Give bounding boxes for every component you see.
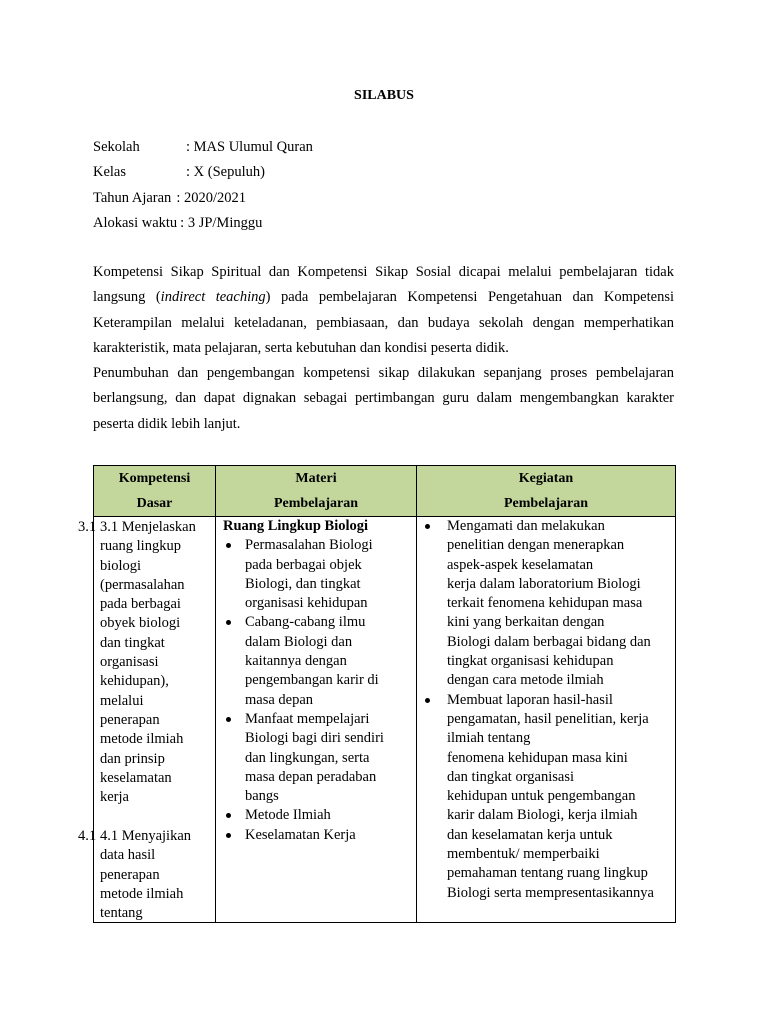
materi-line: masa depan peradaban	[245, 768, 377, 785]
kegiatan-line: karir dalam Biologi, kerja ilmiah	[447, 807, 638, 824]
kegiatan-line: kehidupan untuk pengembangan	[447, 788, 636, 805]
syllabus-table	[78, 465, 676, 923]
kegiatan-line: dan tingkat organisasi	[447, 768, 574, 785]
paragraph-kompetensi-sikap	[93, 260, 674, 361]
paragraph-line: berlangsung, dan dapat dignakan sebagai pertimbangan guru dalam mengembangkan karakter	[93, 390, 674, 407]
kd-text: keselamatan	[100, 769, 172, 786]
kd-text: penerapan	[100, 866, 160, 883]
meta-row-tahun-ajaran	[93, 188, 313, 213]
kegiatan-line: ilmiah tentang	[447, 730, 531, 747]
materi-item	[216, 710, 416, 806]
kd-line	[78, 885, 191, 904]
kompetensi-dasar-cell	[78, 517, 216, 923]
kd-text: 3.1 Menjelaskan	[100, 519, 196, 535]
materi-line: Permasalahan Biologi	[245, 537, 373, 554]
header-line: Materi	[295, 471, 337, 486]
kd-line	[78, 537, 196, 556]
materi-line: dalam Biologi dan	[245, 633, 353, 650]
meta-label: Alokasi waktu	[93, 214, 178, 231]
kd-line	[78, 557, 196, 576]
meta-value: : 3 JP/Minggu	[180, 214, 263, 231]
materi-item	[216, 536, 416, 613]
paragraph-penumbuhan	[93, 361, 674, 437]
header-materi-pembelajaran	[216, 466, 417, 517]
materi-line: pengembangan karir di	[245, 672, 379, 689]
paragraph-text: langsung (	[93, 289, 161, 306]
bullet-icon	[226, 833, 231, 838]
kegiatan-line: Mengamati dan melakukan	[447, 518, 605, 534]
table-row	[94, 517, 676, 923]
kegiatan-line: Biologi serta mempresentasikannya	[447, 884, 654, 901]
meta-label: Sekolah	[93, 139, 140, 155]
kd-number: 3.1	[78, 519, 97, 535]
kd-line	[78, 692, 196, 711]
materi-line: dan lingkungan, serta	[245, 749, 370, 766]
materi-list	[216, 536, 416, 845]
kd-line	[78, 827, 191, 846]
header-line: Pembelajaran	[504, 496, 588, 511]
meta-row-alokasi-waktu	[93, 213, 313, 238]
kegiatan-line: penelitian dengan menerapkan	[447, 537, 625, 554]
materi-line: Biologi, dan tingkat	[245, 575, 361, 592]
bullet-icon	[226, 813, 231, 818]
materi-cell	[216, 517, 417, 923]
kegiatan-line: terkait fenomena kehidupan masa	[447, 595, 643, 612]
kd-line	[78, 576, 196, 595]
kd-line	[78, 672, 196, 691]
document-title: SILABUS	[354, 88, 414, 103]
kegiatan-line: fenomena kehidupan masa kini	[447, 749, 628, 766]
kd-text: melalui	[100, 692, 144, 709]
kd-text: organisasi	[100, 654, 159, 671]
meta-label: Kelas	[93, 164, 127, 181]
materi-line: masa depan	[245, 691, 314, 708]
materi-item	[216, 826, 416, 845]
materi-line: organisasi kehidupan	[245, 595, 368, 612]
meta-row-kelas	[93, 162, 313, 187]
materi-item	[216, 613, 416, 709]
paragraph-line: Penumbuhan dan pengembangan kompetensi sikap dilakukan sepanjang proses pembelajaran	[93, 365, 674, 381]
kd-line	[78, 750, 196, 769]
kegiatan-line: pemahaman tentang ruang lingkup	[447, 865, 648, 882]
materi-line: Cabang-cabang ilmu	[245, 614, 366, 631]
kd-text: kehidupan),	[100, 673, 169, 690]
header-kompetensi-dasar	[94, 466, 216, 517]
paragraph-text: ) pada pembelajaran Kompetensi Pengetahuan dan Kompetensi	[265, 289, 674, 306]
kegiatan-list	[417, 517, 675, 903]
kegiatan-line: Membuat laporan hasil-hasil	[447, 691, 613, 708]
kd-line	[78, 653, 196, 672]
materi-line: pada berbagai objek	[245, 556, 362, 573]
kd-text: ruang lingkup	[100, 538, 181, 555]
kegiatan-line: Biologi dalam berbagai bidang dan	[447, 633, 651, 650]
kd-text: obyek biologi	[100, 615, 181, 632]
header-line: Dasar	[136, 496, 173, 511]
kd-text: data hasil	[100, 847, 156, 864]
materi-title: Ruang Lingkup Biologi	[223, 518, 369, 534]
kd-number: 4.1	[78, 828, 97, 844]
kegiatan-line: dengan cara metode ilmiah	[447, 672, 604, 689]
materi-line: Biologi bagi diri sendiri	[245, 730, 384, 747]
kegiatan-item	[417, 691, 675, 903]
kd-line	[78, 769, 196, 788]
meta-value: : 2020/2021	[176, 189, 246, 206]
materi-line: Metode Ilmiah	[245, 807, 331, 824]
kd-3-1	[78, 518, 196, 807]
kegiatan-line: kerja dalam laboratorium Biologi	[447, 575, 641, 592]
paragraph-line: peserta didik lebih lanjut.	[93, 415, 241, 432]
kegiatan-line: membentuk/ memperbaiki	[447, 846, 600, 863]
kd-line	[78, 846, 191, 865]
kd-line	[78, 595, 196, 614]
kd-line	[78, 711, 196, 730]
kd-text: kerja	[100, 789, 129, 806]
kd-line	[78, 518, 196, 537]
paragraph-line: karakteristik, mata pelajaran, serta kebutuhan dan kondisi peserta didik.	[93, 339, 509, 356]
bullet-icon	[226, 717, 231, 722]
materi-line: bangs	[245, 788, 279, 805]
materi-line: Keselamatan Kerja	[245, 826, 356, 843]
kegiatan-cell	[417, 517, 676, 923]
header-line: Kompetensi	[118, 471, 191, 486]
header-line: Pembelajaran	[274, 496, 358, 511]
school-info	[93, 137, 313, 238]
kd-text: metode ilmiah	[100, 885, 184, 902]
header-line: Kegiatan	[518, 471, 574, 486]
kd-text: dan tingkat	[100, 634, 165, 651]
italic-term: indirect teaching	[160, 289, 266, 306]
meta-row-sekolah	[93, 137, 313, 162]
meta-label: Tahun Ajaran	[93, 189, 172, 206]
kegiatan-line: tingkat organisasi kehidupan	[447, 653, 614, 670]
paragraph-line	[93, 285, 674, 310]
kegiatan-line: dan keselamatan kerja untuk	[447, 826, 613, 843]
kd-text: (permasalahan	[100, 576, 185, 593]
header-kegiatan-pembelajaran	[417, 466, 676, 517]
kd-text: 4.1 Menyajikan	[100, 828, 192, 844]
bullet-icon	[425, 524, 430, 529]
kd-text: dan prinsip	[100, 750, 165, 767]
kd-text: penerapan	[100, 711, 160, 728]
kd-text: biologi	[100, 557, 142, 574]
kd-text: tentang	[100, 905, 143, 922]
kd-line	[78, 634, 196, 653]
kegiatan-line: aspek-aspek keselamatan	[447, 556, 594, 573]
materi-line: kaitannya dengan	[245, 653, 347, 670]
kd-line	[78, 730, 196, 749]
paragraph-line: Keterampilan melalui keteladanan, pembiasaan, dan budaya sekolah dengan memperhatikan	[93, 314, 674, 331]
kd-text: pada berbagai	[100, 596, 181, 613]
paragraph-line: Kompetensi Sikap Spiritual dan Kompetensi Sikap Sosial dicapai melalui pembelajaran tidak	[93, 264, 674, 280]
kegiatan-line: pengamatan, hasil penelitian, kerja	[447, 710, 649, 727]
bullet-icon	[226, 620, 231, 625]
kegiatan-item	[417, 517, 675, 691]
bullet-icon	[425, 698, 430, 703]
kegiatan-line: kini yang berkaitan dengan	[447, 614, 605, 631]
bullet-icon	[226, 543, 231, 548]
kd-line	[78, 614, 196, 633]
kd-line	[78, 904, 191, 923]
kd-text: metode ilmiah	[100, 731, 184, 748]
meta-value: : X (Sepuluh)	[186, 164, 265, 181]
kd-line	[78, 788, 196, 807]
kd-line	[78, 866, 191, 885]
materi-item	[216, 806, 416, 825]
meta-value: : MAS Ulumul Quran	[186, 139, 313, 155]
kd-4-1	[78, 827, 191, 923]
materi-line: Manfaat mempelajari	[245, 710, 370, 727]
table-header-row	[94, 466, 676, 517]
